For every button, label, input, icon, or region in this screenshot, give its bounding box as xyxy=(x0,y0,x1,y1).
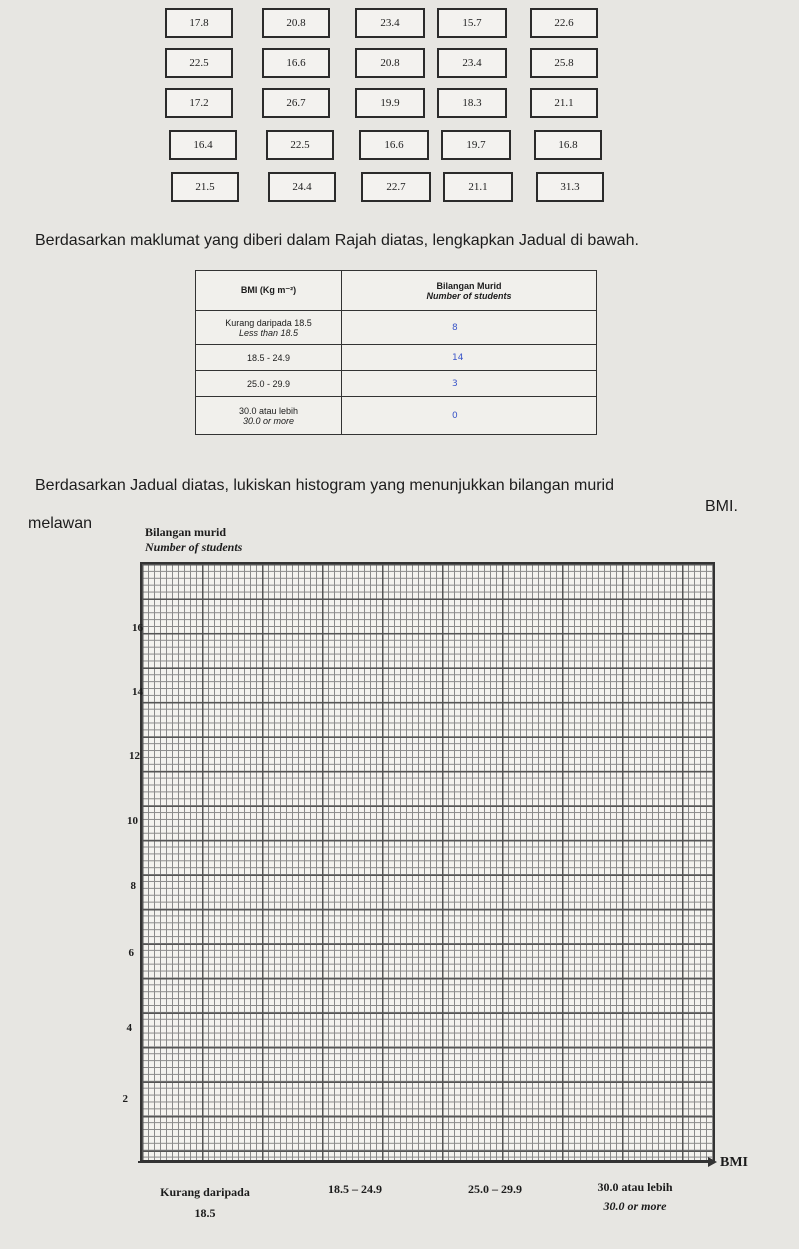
instruction-complete-table: Berdasarkan maklumat yang diberi dalam Rajah diatas, lengkapkan Jadual di bawah. xyxy=(35,232,639,249)
bmi-value-box: 16.8 xyxy=(534,130,602,160)
row-range: 18.5 - 24.9 xyxy=(196,345,342,371)
bmi-value-box: 19.7 xyxy=(441,130,511,160)
x-category-label: 18.5 – 24.9 xyxy=(328,1182,382,1196)
range-en: Less than 18.5 xyxy=(238,327,299,338)
y-tick: 2 xyxy=(122,1093,128,1105)
answer-cell[interactable]: 8 xyxy=(342,311,597,345)
x-axis-arrow xyxy=(138,1155,718,1169)
histogram-grid[interactable] xyxy=(140,562,715,1162)
bmi-value-box: 17.8 xyxy=(165,8,233,38)
y-tick: 10 xyxy=(127,815,138,827)
bmi-value-box: 19.9 xyxy=(355,88,425,118)
bmi-value-box: 21.1 xyxy=(530,88,598,118)
bmi-value-box: 24.4 xyxy=(268,172,336,202)
bmi-value-box: 25.8 xyxy=(530,48,598,78)
y-tick: 16 xyxy=(132,622,143,634)
bmi-table xyxy=(195,270,597,435)
bmi-value-box: 16.6 xyxy=(262,48,330,78)
bmi-value-box: 16.6 xyxy=(359,130,429,160)
row-range xyxy=(196,311,342,345)
bmi-value-box: 22.5 xyxy=(165,48,233,78)
x-category-label: 25.0 – 29.9 xyxy=(468,1182,522,1196)
header-count xyxy=(342,271,597,311)
instruction-bmi: BMI. xyxy=(705,498,738,515)
bmi-value-box: 15.7 xyxy=(437,8,507,38)
x-category xyxy=(445,1182,545,1197)
x-category-label-2: 18.5 xyxy=(194,1206,216,1220)
x-category xyxy=(305,1182,405,1197)
bmi-value-box: 23.4 xyxy=(437,48,507,78)
x-axis-label: BMI xyxy=(720,1155,748,1170)
bmi-value-box: 22.6 xyxy=(530,8,598,38)
header-count-en: Number of students xyxy=(426,290,512,301)
answer-cell[interactable]: 3 xyxy=(342,371,597,397)
x-category-label: 30.0 atau lebih xyxy=(597,1180,673,1194)
y-axis-label-ms: Bilangan murid xyxy=(145,525,227,539)
row-range xyxy=(196,397,342,435)
x-category-label-2: 30.0 or more xyxy=(603,1199,667,1213)
y-axis-label-en: Number of students xyxy=(145,540,243,554)
range-ms: Kurang daripada 18.5 xyxy=(225,317,312,328)
instruction-draw-histogram: Berdasarkan Jadual diatas, lukiskan histogram yang menunjukkan bilangan murid xyxy=(35,477,614,494)
bmi-value-box: 22.7 xyxy=(361,172,431,202)
row-range: 25.0 - 29.9 xyxy=(196,371,342,397)
y-tick: 12 xyxy=(129,750,140,762)
x-category-label: Kurang daripada xyxy=(160,1185,250,1199)
bmi-value-box: 21.1 xyxy=(443,172,513,202)
bmi-value-box: 18.3 xyxy=(437,88,507,118)
bmi-value-box: 20.8 xyxy=(262,8,330,38)
answer-cell[interactable]: 14 xyxy=(342,345,597,371)
y-tick: 8 xyxy=(130,880,136,892)
x-category xyxy=(570,1180,700,1214)
y-tick: 6 xyxy=(128,947,134,959)
header-count-ms: Bilangan Murid xyxy=(436,280,502,291)
y-tick: 4 xyxy=(126,1022,132,1034)
bmi-value-box: 17.2 xyxy=(165,88,233,118)
answer-cell[interactable]: 0 xyxy=(342,397,597,435)
bmi-value-box: 31.3 xyxy=(536,172,604,202)
instruction-versus: melawan xyxy=(28,515,93,532)
header-bmi: BMI (Kg m⁻²) xyxy=(196,271,342,311)
y-tick: 14 xyxy=(132,686,143,698)
bmi-value-box: 22.5 xyxy=(266,130,334,160)
x-category xyxy=(140,1185,270,1221)
range-ms: 30.0 atau lebih xyxy=(238,405,299,416)
range-en: 30.0 or more xyxy=(242,415,295,426)
bmi-value-box: 20.8 xyxy=(355,48,425,78)
bmi-value-box: 26.7 xyxy=(262,88,330,118)
bmi-value-box: 21.5 xyxy=(171,172,239,202)
bmi-value-box: 16.4 xyxy=(169,130,237,160)
bmi-value-box: 23.4 xyxy=(355,8,425,38)
